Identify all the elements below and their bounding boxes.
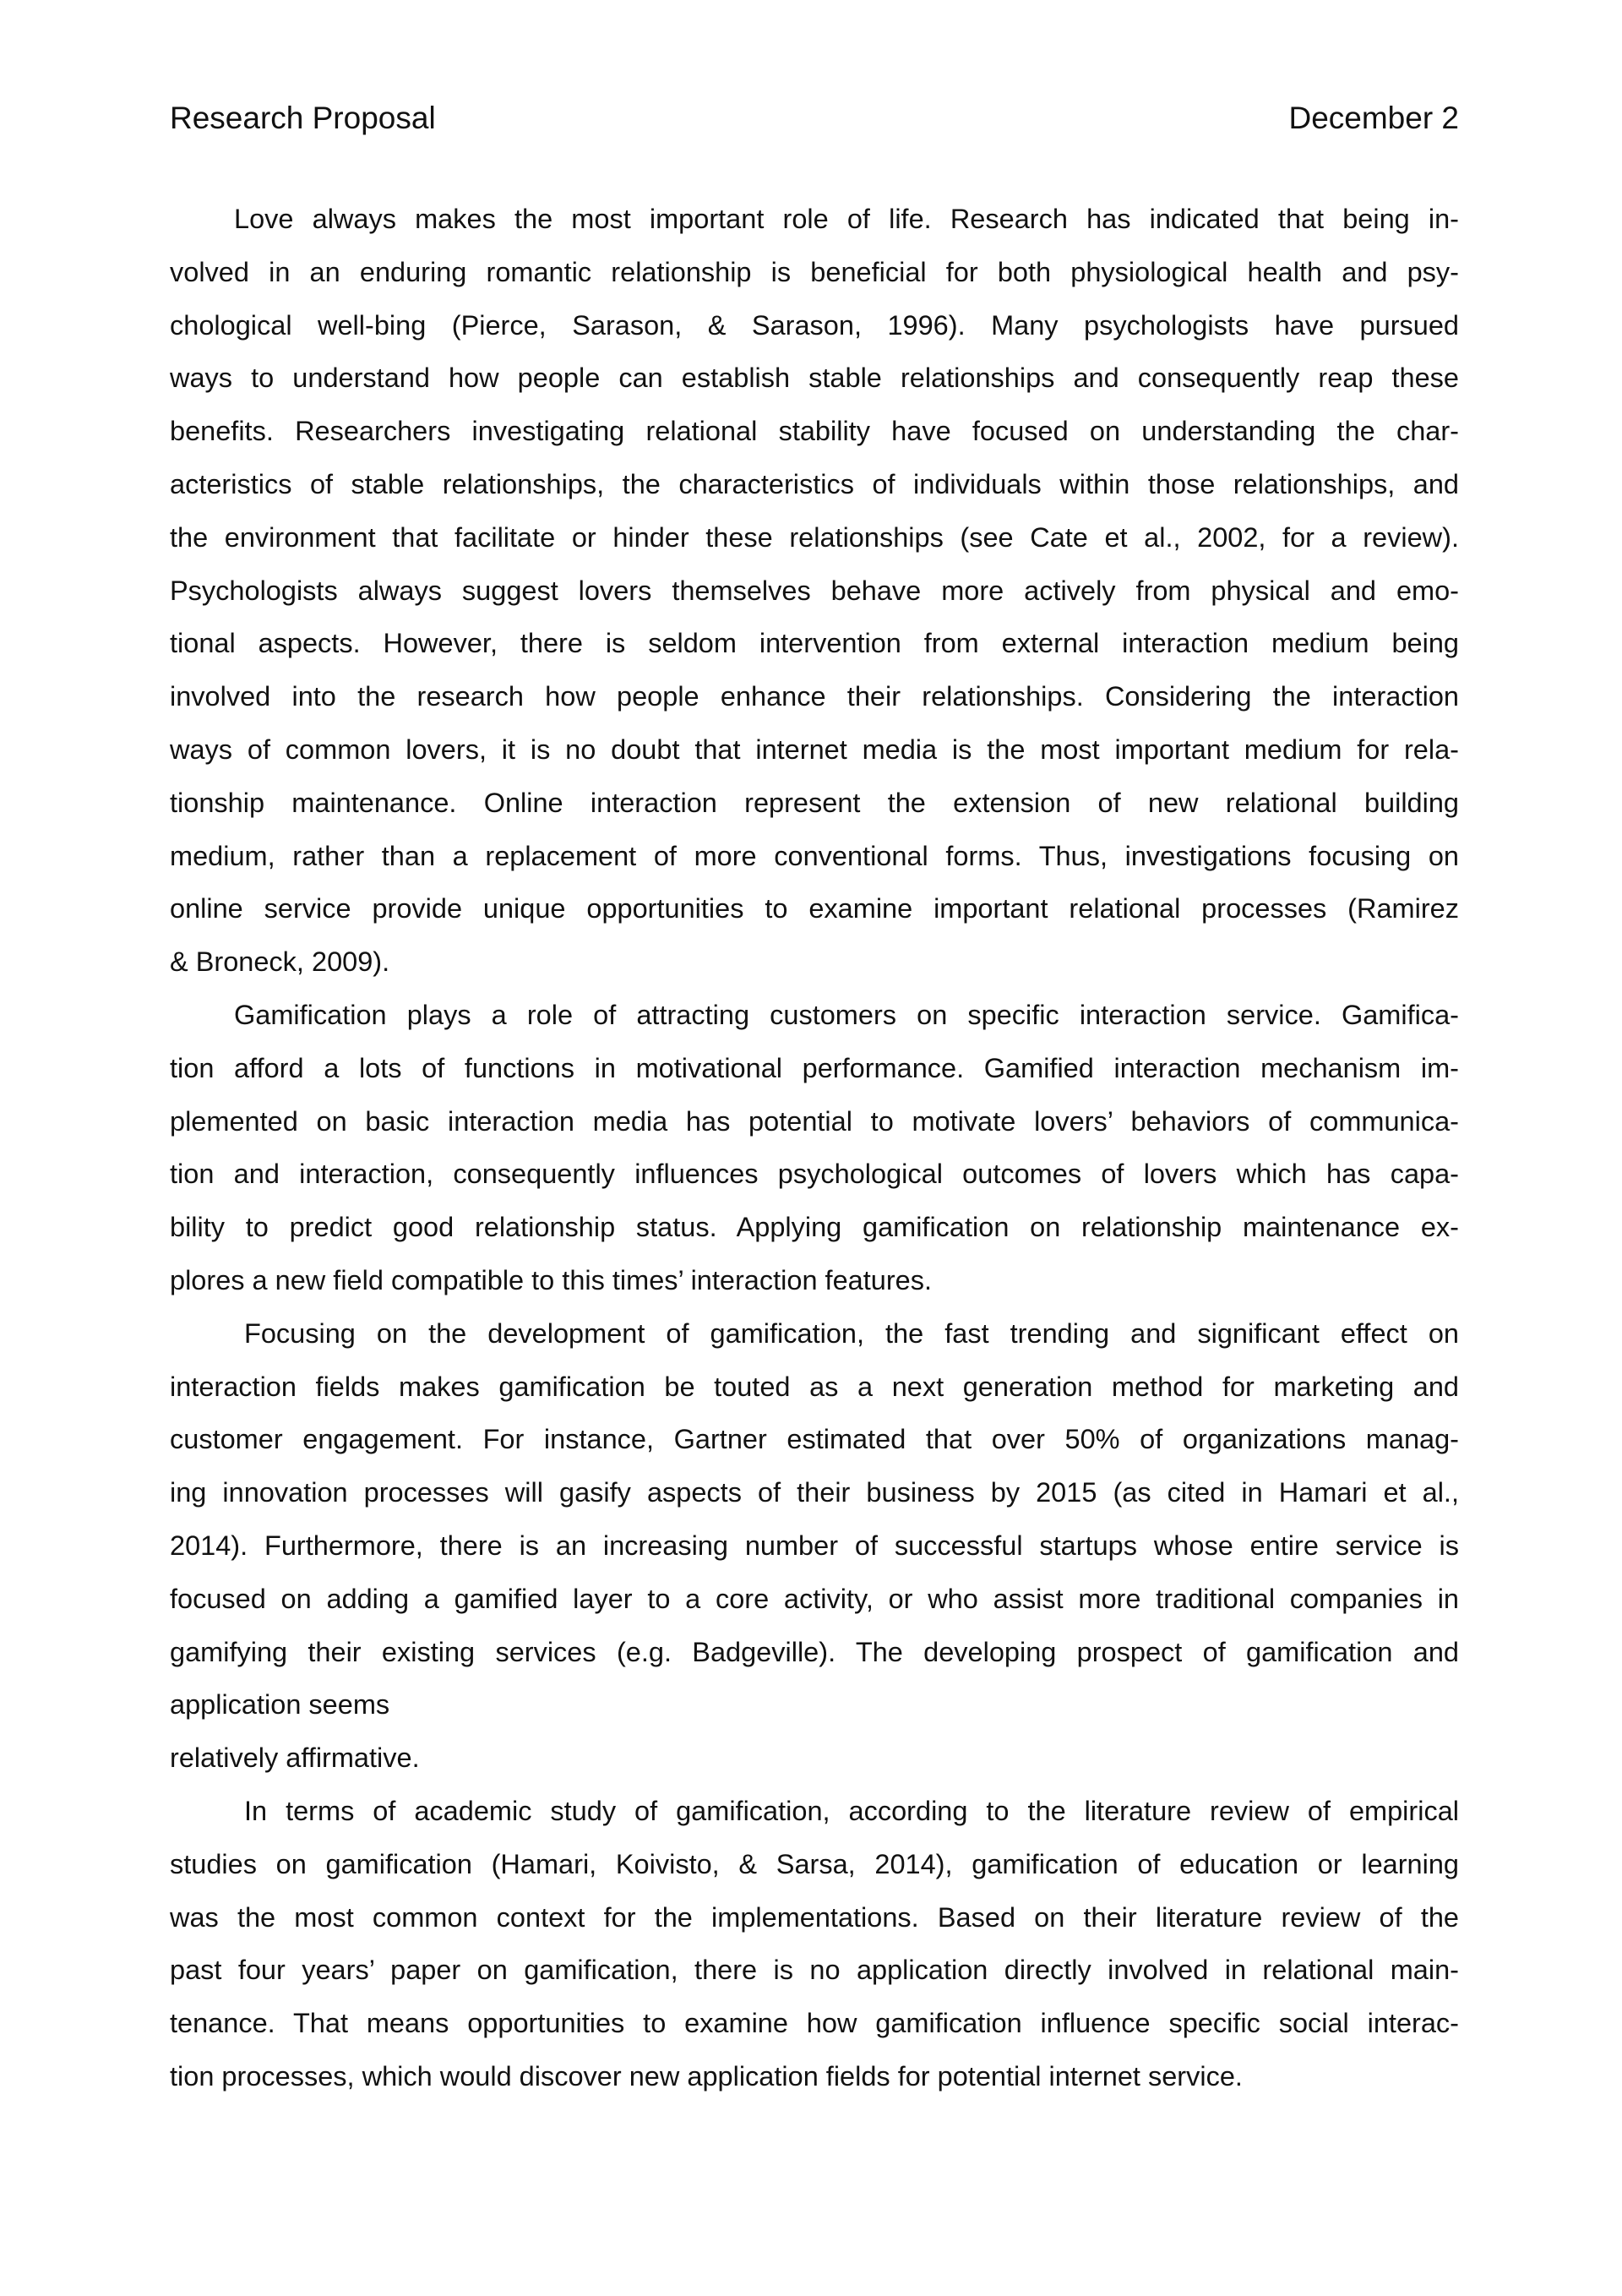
text-line: interaction fields makes gamification be touted as a next generation method for marketing and (170, 1371, 1459, 1402)
document-title: Research Proposal (170, 101, 436, 135)
text-line: was the most common context for the implementations. Based on their literature review of the (170, 1901, 1459, 1933)
text-line: customer engagement. For instance, Gartner estimated that over 50% of organizations manag- (170, 1424, 1459, 1455)
text-line: 2014). Furthermore, there is an increasing number of successful startups whose entire service is (170, 1530, 1459, 1561)
text-line: benefits. Researchers investigating relational stability have focused on understanding the char- (170, 416, 1459, 447)
text-line: Love always makes the most important role of life. Research has indicated that being in- (234, 204, 1459, 234)
page-header (170, 93, 1459, 144)
text-line: tenance. That means opportunities to examine how gamification influence specific social interac- (170, 2008, 1459, 2039)
text-line: tion afford a lots of functions in motivational performance. Gamified interaction mechanism im- (170, 1052, 1459, 1083)
text-line: ways to understand how people can establish stable relationships and consequently reap these (170, 363, 1459, 394)
text-line: plores a new field compatible to this times’ interaction features. (170, 1264, 933, 1295)
document-body (170, 193, 1459, 2103)
paragraph-1 (170, 193, 1459, 989)
text-line: acteristics of stable relationships, the characteristics of individuals within those relationships, and (170, 468, 1459, 499)
text-line: bility to predict good relationship status. Applying gamification on relationship maintenance ex- (170, 1212, 1459, 1243)
text-line: plemented on basic interaction media has potential to motivate lovers’ behaviors of communica- (170, 1105, 1459, 1137)
text-line: Psychologists always suggest lovers themselves behave more actively from physical and emo- (170, 575, 1459, 606)
text-line: medium, rather than a replacement of more conventional forms. Thus, investigations focusing on (170, 840, 1459, 871)
document-date: December 2 (1288, 101, 1459, 135)
text-line: application seems (170, 1689, 390, 1721)
text-line: Focusing on the development of gamification, the fast trending and significant effect on (244, 1317, 1459, 1349)
paragraph-2 (170, 989, 1459, 1307)
text-line: tion processes, which would discover new application fields for potential internet service. (170, 2060, 1243, 2091)
text-line: chological well-bing (Pierce, Sarason, & Sarason, 1996). Many psychologists have pursued (170, 309, 1459, 341)
text-line: tion and interaction, consequently influences psychological outcomes of lovers which has capa- (170, 1159, 1459, 1190)
paragraph-4 (170, 1785, 1459, 2103)
text-line: online service provide unique opportunities to examine important relational processes (Ramirez (170, 893, 1459, 924)
text-line: & Broneck, 2009). (170, 946, 390, 978)
text-line: ing innovation processes will gasify aspects of their business by 2015 (as cited in Hamari et al., (170, 1477, 1459, 1508)
text-line: tional aspects. However, there is seldom intervention from external interaction medium being (170, 628, 1459, 659)
text-line: tionship maintenance. Online interaction represent the extension of new relational building (170, 787, 1459, 818)
text-line: volved in an enduring romantic relationship is beneficial for both physiological health and psy- (170, 256, 1459, 287)
text-line: studies on gamification (Hamari, Koivisto, & Sarsa, 2014), gamification of education or learning (170, 1848, 1459, 1879)
text-line: focused on adding a gamified layer to a core activity, or who assist more traditional companies in (170, 1583, 1459, 1614)
text-line: Gamification plays a role of attracting customers on specific interaction service. Gamifica- (234, 999, 1459, 1030)
text-line: gamifying their existing services (e.g. Badgeville). The developing prospect of gamification and (170, 1636, 1459, 1667)
text-line: relatively affirmative. (170, 1742, 420, 1774)
text-line: the environment that facilitate or hinder these relationships (see Cate et al., 2002, for a review). (170, 521, 1459, 553)
text-line: involved into the research how people enhance their relationships. Considering the interaction (170, 681, 1459, 712)
text-line: past four years’ paper on gamification, there is no application directly involved in relational main- (170, 1955, 1459, 1986)
paragraph-3 (170, 1307, 1459, 1785)
text-line: In terms of academic study of gamification, according to the literature review of empirical (244, 1795, 1459, 1826)
text-line: ways of common lovers, it is no doubt that internet media is the most important medium for rela- (170, 734, 1459, 765)
